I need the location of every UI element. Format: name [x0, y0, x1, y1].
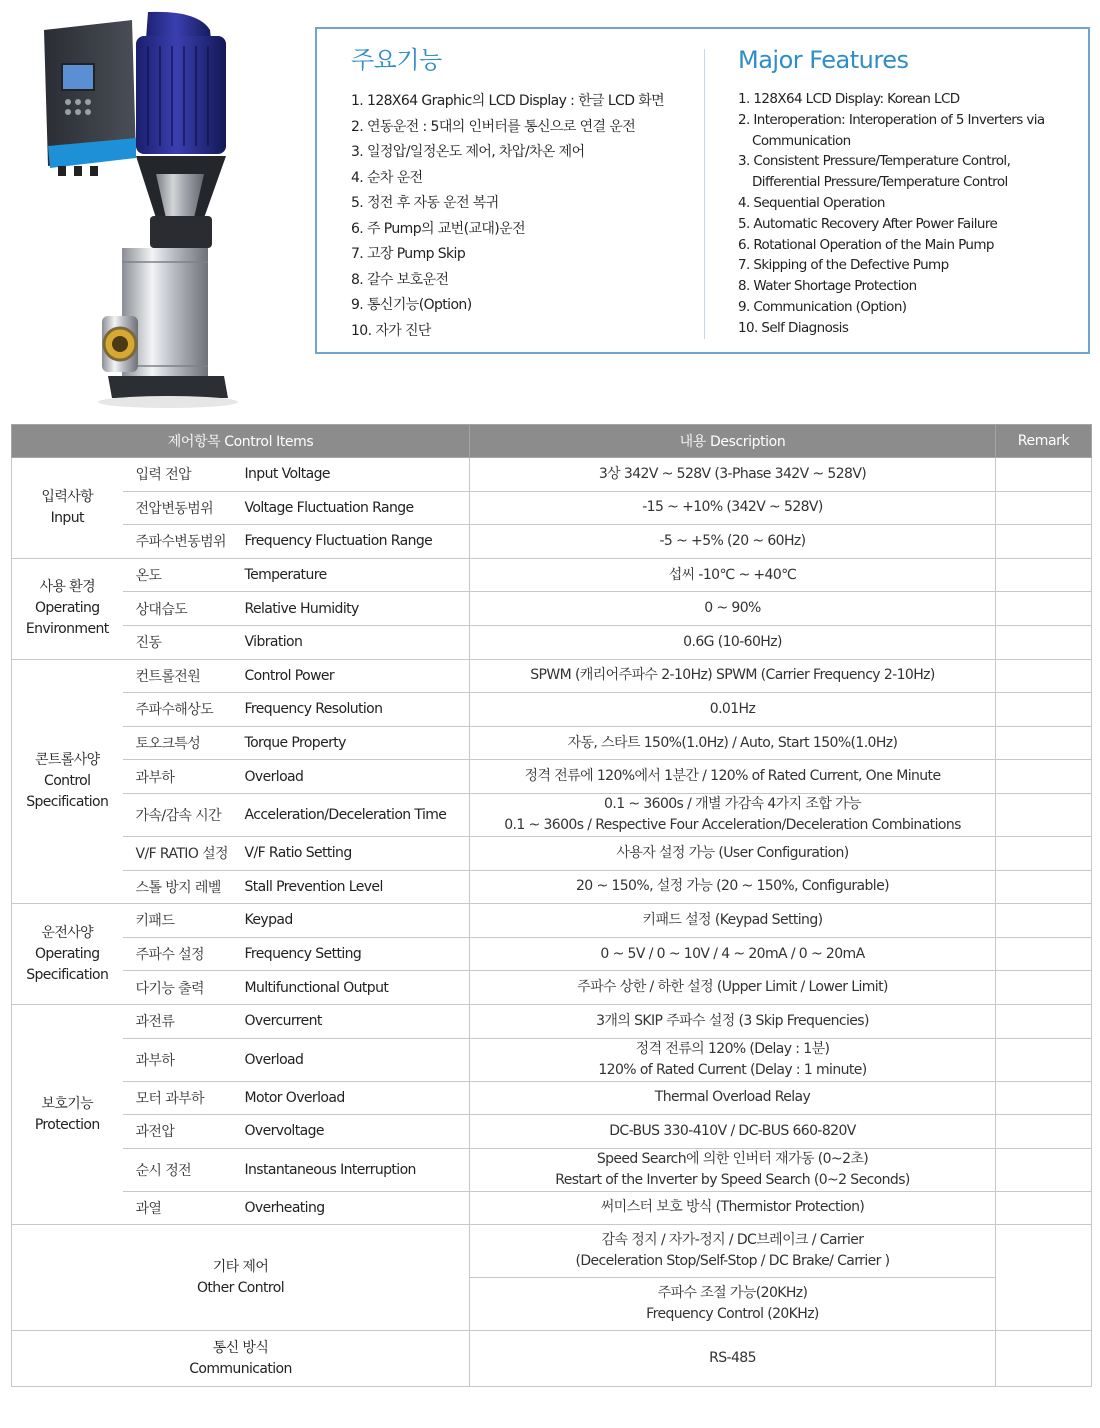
item-korean-cell: 주파수 설정 — [123, 937, 241, 971]
description-text: Speed Search에 의한 인버터 재가동 (0~2초) — [596, 1150, 869, 1167]
list-item — [738, 214, 1083, 235]
remark-cell — [996, 836, 1092, 870]
table-row — [12, 836, 1092, 870]
korean-features-list — [351, 89, 696, 344]
item-english-cell: Instantaneous Interruption — [241, 1148, 470, 1191]
feature-text: 3. Consistent Pressure/Temperature Control, — [738, 153, 1011, 170]
list-item: 8. 갈수 보호운전 — [351, 271, 449, 288]
remark-cell — [996, 1081, 1092, 1115]
item-korean-cell: 키패드 — [123, 904, 241, 938]
remark-cell — [996, 904, 1092, 938]
table-row — [12, 1038, 1092, 1081]
feature-text: 7. Skipping of the Defective Pump — [738, 257, 949, 274]
description-text: 정격 전류에 120%에서 1분간 / 120% of Rated Current, One Minute — [524, 768, 941, 785]
list-item: 2. 연동운전 : 5대의 인버터를 통신으로 연결 운전 — [351, 118, 636, 135]
group-label-korean: 운전사양 — [41, 924, 94, 941]
feature-text: 2. Interoperation: Interoperation of 5 Inverters via — [738, 111, 1045, 128]
table-row — [12, 1331, 1092, 1387]
item-korean-cell: 과열 — [123, 1191, 241, 1225]
header-description: 내용 Description — [470, 425, 996, 458]
table-row — [12, 625, 1092, 659]
item-english-cell: Vibration — [241, 625, 470, 659]
remark-cell — [996, 558, 1092, 592]
description-text: 감속 정지 / 자가-정지 / DC브레이크 / Carrier — [601, 1232, 864, 1249]
table-row — [12, 525, 1092, 559]
item-english-cell: Input Voltage — [241, 458, 470, 492]
description-text: 써미스터 보호 방식 (Thermistor Protection) — [600, 1199, 865, 1216]
item-english-cell: V/F Ratio Setting — [241, 836, 470, 870]
description-text: 0.6G (10-60Hz) — [683, 633, 782, 650]
table-row — [12, 793, 1092, 836]
remark-cell — [996, 625, 1092, 659]
list-item — [738, 276, 1083, 297]
description-cell — [470, 1115, 996, 1149]
item-english-cell: Frequency Resolution — [241, 693, 470, 727]
korean-features-column — [351, 43, 696, 344]
table-row — [12, 1225, 1092, 1278]
item-korean-cell: 전압변동범위 — [123, 491, 241, 525]
list-item: 4. 순차 운전 — [351, 169, 423, 186]
description-cell — [470, 491, 996, 525]
item-english-cell: Frequency Setting — [241, 937, 470, 971]
remark-cell — [996, 971, 1092, 1005]
group-label-english: Operating Environment — [25, 600, 109, 638]
list-item: 5. 정전 후 자동 운전 복귀 — [351, 195, 499, 211]
item-korean-cell: 진동 — [123, 625, 241, 659]
description-text: 키패드 설정 (Keypad Setting) — [642, 911, 823, 928]
description-cell — [470, 1148, 996, 1191]
remark-cell — [996, 760, 1092, 794]
description-cell — [470, 592, 996, 626]
item-english-cell: Torque Property — [241, 726, 470, 760]
list-item: 3. 일정압/일정온도 제어, 차압/차온 제어 — [351, 144, 585, 160]
feature-text-continued: Differential Pressure/Temperature Control — [752, 174, 1008, 191]
description-cell — [470, 793, 996, 836]
feature-text: 4. Sequential Operation — [738, 194, 885, 211]
table-row — [12, 693, 1092, 727]
item-korean-cell: 과부하 — [123, 1038, 241, 1081]
description-text: (Deceleration Stop/Self-Stop / DC Brake/ Carrier ) — [575, 1253, 890, 1270]
group-label-english: Control Specification — [26, 772, 109, 810]
group-label-korean: 콘트롤사양 — [34, 751, 100, 768]
description-text: -15 ~ +10% (342V ~ 528V) — [642, 499, 823, 516]
table-row — [12, 937, 1092, 971]
remark-cell — [996, 592, 1092, 626]
description-cell — [470, 525, 996, 559]
table-row — [12, 971, 1092, 1005]
item-korean-cell: 가속/감속 시간 — [123, 793, 241, 836]
description-cell — [470, 971, 996, 1005]
description-cell — [470, 558, 996, 592]
description-cell — [470, 1081, 996, 1115]
table-row — [12, 726, 1092, 760]
remark-cell — [996, 1225, 1092, 1331]
group-label-korean: 입력사항 — [41, 488, 94, 505]
group-cell — [12, 904, 123, 1005]
description-text: 주파수 상한 / 하한 설정 (Upper Limit / Lower Limit) — [577, 979, 888, 996]
remark-cell — [996, 1115, 1092, 1149]
description-cell — [470, 693, 996, 727]
group-label-english: Operating Specification — [26, 945, 109, 983]
korean-features-title: 주요기능 — [351, 46, 442, 74]
description-text: 사용자 설정 가능 (User Configuration) — [616, 844, 849, 861]
item-english-cell: Motor Overload — [241, 1081, 470, 1115]
major-features-box — [315, 27, 1090, 354]
vertical-pump-image — [28, 6, 268, 410]
description-text: Restart of the Inverter by Speed Search (0~2 Seconds) — [555, 1171, 910, 1188]
list-item: 10. 자가 진단 — [351, 322, 431, 339]
group-label-english: Protection — [34, 1116, 100, 1133]
item-korean-cell: 온도 — [123, 558, 241, 592]
description-text: 정격 전류의 120% (Delay : 1분) — [635, 1040, 830, 1057]
feature-text: 9. Communication (Option) — [738, 298, 907, 315]
list-item — [738, 89, 1083, 110]
english-features-column — [738, 43, 1083, 339]
item-korean-cell: 과전류 — [123, 1004, 241, 1038]
group-label-korean: 사용 환경 — [39, 579, 96, 596]
table-row — [12, 659, 1092, 693]
description-text: 120% of Rated Current (Delay : 1 minute) — [598, 1061, 867, 1078]
feature-text: 10. Self Diagnosis — [738, 319, 849, 336]
item-english-cell: Voltage Fluctuation Range — [241, 491, 470, 525]
remark-cell — [996, 525, 1092, 559]
group-cell — [12, 458, 123, 559]
description-text: 3개의 SKIP 주파수 설정 (3 Skip Frequencies) — [596, 1012, 869, 1029]
item-korean-cell: 토오크특성 — [123, 726, 241, 760]
description-text: Thermal Overload Relay — [654, 1089, 811, 1106]
group-cell — [12, 558, 123, 659]
description-cell — [470, 1038, 996, 1081]
remark-cell — [996, 870, 1092, 904]
description-cell — [470, 659, 996, 693]
remark-cell — [996, 458, 1092, 492]
item-english-cell: Frequency Fluctuation Range — [241, 525, 470, 559]
feature-text: 6. Rotational Operation of the Main Pump — [738, 236, 994, 253]
group-label-english: Communication — [189, 1360, 292, 1377]
list-item: 7. 고장 Pump Skip — [351, 246, 466, 262]
feature-text: 1. 128X64 LCD Display: Korean LCD — [738, 91, 960, 107]
remark-cell — [996, 491, 1092, 525]
list-item — [738, 235, 1083, 256]
description-text: -5 ~ +5% (20 ~ 60Hz) — [659, 532, 806, 549]
description-cell: RS-485 — [470, 1331, 996, 1387]
group-label-english: Other Control — [196, 1279, 284, 1296]
item-english-cell: Stall Prevention Level — [241, 870, 470, 904]
description-cell — [470, 1225, 996, 1278]
list-item — [738, 110, 1083, 152]
item-korean-cell: 컨트롤전원 — [123, 659, 241, 693]
description-cell — [470, 937, 996, 971]
item-korean-cell: 과전압 — [123, 1115, 241, 1149]
remark-cell — [996, 1004, 1092, 1038]
remark-cell — [996, 1191, 1092, 1225]
group-cell — [12, 1225, 470, 1331]
list-item: 1. 128X64 Graphic의 LCD Display : 한글 LCD 화면 — [351, 93, 665, 109]
description-cell — [470, 1278, 996, 1331]
remark-cell — [996, 726, 1092, 760]
description-cell — [470, 836, 996, 870]
description-text: Frequency Control (20KHz) — [646, 1306, 819, 1323]
description-text: 섭씨 -10℃ ~ +40℃ — [668, 566, 797, 583]
group-cell — [12, 659, 123, 904]
item-english-cell: Overcurrent — [241, 1004, 470, 1038]
item-english-cell: Control Power — [241, 659, 470, 693]
description-text: 20 ~ 150%, 설정 가능 (20 ~ 150%, Configurable) — [576, 878, 889, 895]
list-item — [738, 255, 1083, 276]
english-features-list — [738, 89, 1083, 339]
remark-cell — [996, 1038, 1092, 1081]
remark-cell — [996, 793, 1092, 836]
description-text: DC-BUS 330-410V / DC-BUS 660-820V — [609, 1122, 856, 1139]
item-korean-cell: 과부하 — [123, 760, 241, 794]
header-control-items: 제어항목 Control Items — [12, 425, 470, 458]
table-row — [12, 870, 1092, 904]
item-english-cell: Overload — [241, 1038, 470, 1081]
description-text: 0 ~ 5V / 0 ~ 10V / 4 ~ 20mA / 0 ~ 20mA — [600, 945, 865, 962]
item-english-cell: Keypad — [241, 904, 470, 938]
description-text: 3상 342V ~ 528V (3-Phase 342V ~ 528V) — [598, 465, 867, 482]
table-row — [12, 1191, 1092, 1225]
table-row — [12, 1081, 1092, 1115]
table-row — [12, 904, 1092, 938]
feature-text-continued: Communication — [752, 132, 851, 149]
item-english-cell: Overload — [241, 760, 470, 794]
table-row — [12, 1148, 1092, 1191]
group-cell — [12, 1331, 470, 1387]
group-label-korean: 보호기능 — [41, 1095, 94, 1112]
item-english-cell: Temperature — [241, 558, 470, 592]
table-row — [12, 592, 1092, 626]
description-text: 자동, 스타트 150%(1.0Hz) / Auto, Start 150%(1.0Hz) — [567, 734, 898, 751]
table-header-row — [12, 425, 1092, 458]
remark-cell — [996, 693, 1092, 727]
item-korean-cell: 주파수변동범위 — [123, 525, 241, 559]
feature-text: 8. Water Shortage Protection — [738, 278, 917, 295]
description-text: SPWM (캐리어주파수 2-10Hz) SPWM (Carrier Frequency 2-10Hz) — [530, 667, 935, 684]
group-label-english: Input — [50, 509, 84, 526]
specification-table — [11, 424, 1092, 1387]
table-row — [12, 458, 1092, 492]
item-english-cell: Overvoltage — [241, 1115, 470, 1149]
item-korean-cell: 입력 전압 — [123, 458, 241, 492]
english-features-title: Major Features — [738, 46, 909, 74]
description-cell — [470, 870, 996, 904]
description-text: 0.1 ~ 3600s / Respective Four Acceleration/Deceleration Combinations — [504, 816, 961, 833]
item-korean-cell: 모터 과부하 — [123, 1081, 241, 1115]
description-text: 0 ~ 90% — [704, 600, 761, 617]
description-cell — [470, 1004, 996, 1038]
remark-cell — [996, 937, 1092, 971]
list-item — [738, 318, 1083, 339]
item-english-cell: Acceleration/Deceleration Time — [241, 793, 470, 836]
list-item — [738, 193, 1083, 214]
table-row — [12, 760, 1092, 794]
table-row — [12, 1115, 1092, 1149]
description-cell — [470, 904, 996, 938]
item-korean-cell: 주파수해상도 — [123, 693, 241, 727]
remark-cell — [996, 659, 1092, 693]
item-english-cell: Multifunctional Output — [241, 971, 470, 1005]
item-korean-cell: 상대습도 — [123, 592, 241, 626]
table-row — [12, 1004, 1092, 1038]
remark-cell — [996, 1148, 1092, 1191]
group-label-korean: 통신 방식 — [212, 1339, 269, 1356]
list-item — [738, 151, 1083, 193]
remark-cell — [996, 1331, 1092, 1387]
description-text: 주파수 조절 가능(20KHz) — [657, 1285, 808, 1302]
description-cell — [470, 760, 996, 794]
item-korean-cell: 스톨 방지 레벨 — [123, 870, 241, 904]
list-item — [738, 297, 1083, 318]
features-divider — [704, 49, 705, 339]
group-cell — [12, 1004, 123, 1224]
list-item: 6. 주 Pump의 교번(교대)운전 — [351, 220, 526, 237]
description-cell — [470, 458, 996, 492]
item-english-cell: Overheating — [241, 1191, 470, 1225]
list-item: 9. 통신기능(Option) — [351, 297, 472, 313]
item-english-cell: Relative Humidity — [241, 592, 470, 626]
description-cell — [470, 726, 996, 760]
item-korean-cell: V/F RATIO 설정 — [123, 836, 241, 870]
item-korean-cell: 다기능 출력 — [123, 971, 241, 1005]
description-text: 0.01Hz — [709, 700, 756, 717]
header-remark: Remark — [996, 425, 1092, 458]
group-label-korean: 기타 제어 — [212, 1258, 269, 1275]
description-cell — [470, 1191, 996, 1225]
item-korean-cell: 순시 정전 — [123, 1148, 241, 1191]
description-text: 0.1 ~ 3600s / 개별 가감속 4가지 조합 가능 — [604, 795, 861, 812]
table-row — [12, 558, 1092, 592]
description-cell — [470, 625, 996, 659]
feature-text: 5. Automatic Recovery After Power Failure — [738, 215, 998, 232]
table-row — [12, 491, 1092, 525]
